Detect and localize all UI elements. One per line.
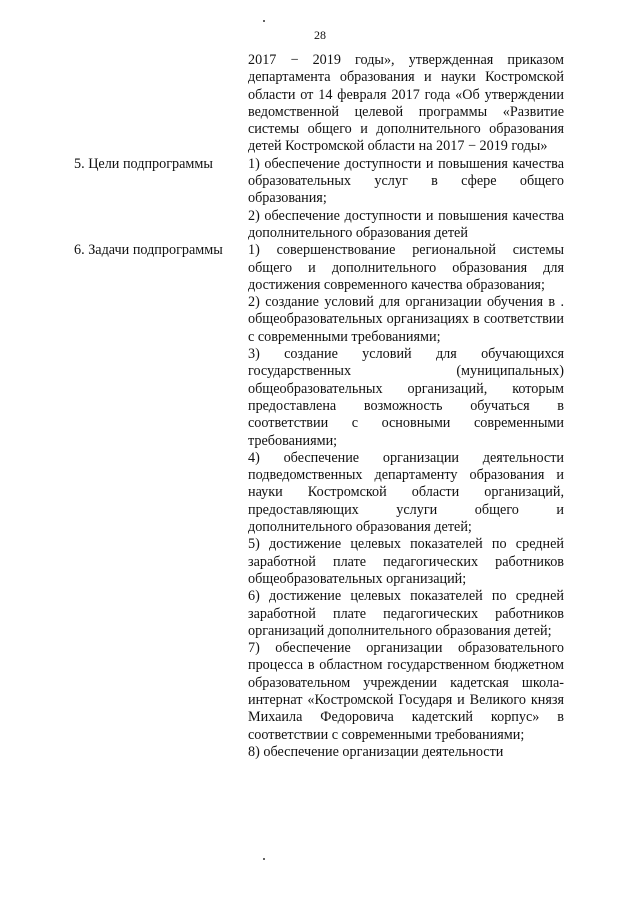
task-item: 5) достижение целевых показателей по средней заработной плате педагогических работников общеобразовательных организаций; — [248, 536, 564, 587]
goals-label: 5. Цели подпрограммы — [74, 155, 213, 172]
scan-speck-top — [263, 20, 265, 22]
task-item: 7) обеспечение организации образовательного процесса в областном государственном бюджетном образовательном учреждении кадетская школа-интернат «Костромской Государя и Великого князя Михаила Федоровича кадетский корпус» в соответствии с современными требованиями; — [248, 640, 564, 743]
row-text — [248, 52, 564, 156]
task-item: 8) обеспечение организации деятельности — [248, 743, 504, 760]
task-item: 2) создание условий для организации обучения в . общеобразовательных организациях в соответствии с современными требованиями; — [248, 294, 564, 345]
continuation-row — [0, 52, 640, 156]
task-item: 4) обеспечение организации деятельности подведомственных департаменту образования и науки Костромской области организаций, предоставляющих услуги общего и дополнительного образования детей; — [248, 449, 564, 536]
task-item: 6) достижение целевых показателей по средней заработной плате педагогических работников организаций дополнительного образования детей; — [248, 588, 564, 639]
task-item: 3) создание условий для обучающихся государственных (муниципальных) общеобразовательных организаций, которым предоставлена возможность обучаться в соответствии с основными современными требованиями; — [248, 346, 564, 449]
page-number: 28 — [314, 28, 326, 42]
goals-text — [248, 156, 564, 242]
tasks-label: 6. Задачи подпрограммы — [74, 242, 223, 259]
goal-item: 1) обеспечение доступности и повышения качества образовательных услуг в сфере общего образования; — [248, 155, 564, 207]
goal-item: 2) обеспечение доступности и повышения качества дополнительного образования детей — [248, 207, 564, 241]
tasks-text — [248, 242, 564, 761]
scan-speck-bottom — [263, 858, 265, 860]
approval-paragraph: 2017 − 2019 годы», утвержденная приказом департамента образования и науки Костромской области от 14 февраля 2017 года «Об утверждении ведомственной целевой программы «Развитие системы общего и дополнительного образования детей Костромской области на 2017 − 2019 годы» — [248, 52, 564, 155]
task-item: 1) совершенствование региональной системы общего и дополнительного образования для достижения современного качества образования; — [248, 242, 564, 293]
subprogram-passport-table — [0, 52, 640, 761]
tasks-row — [0, 242, 640, 761]
goals-row — [0, 156, 640, 242]
